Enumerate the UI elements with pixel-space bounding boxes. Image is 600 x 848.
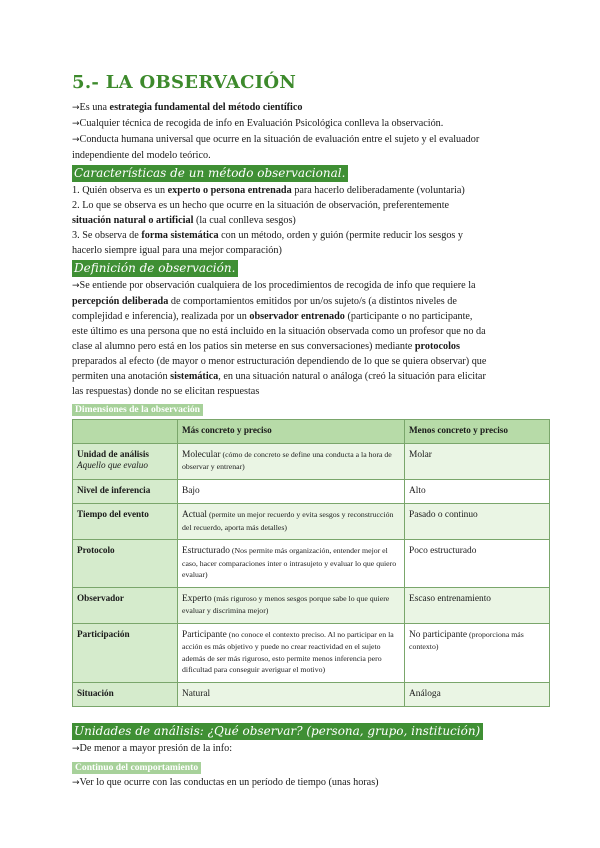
table-header-cell [73,420,178,444]
arrow-icon: → [72,119,80,129]
row-header-cell: Observador [73,587,178,623]
arrow-icon: → [72,281,80,291]
row-header-cell: Tiempo del evento [73,504,178,540]
section-heading-unidades: Unidades de análisis: ¿Qué observar? (persona, grupo, institución) [72,723,483,740]
dimensiones-label: Dimensiones de la observación [72,404,203,416]
table-header-cell: Menos concreto y preciso [405,420,550,444]
section-heading-definicion: Definición de observación. [72,260,238,277]
cell-more-precise: Experto (más riguroso y menos sesgos porque sabe lo que quiere evaluar y discrimina mejor) [178,587,405,623]
arrow-icon: → [72,778,80,788]
cell-more-precise: Molecular (cómo de concreto se define una conducta a la hora de observar y entrenar) [178,443,405,479]
definicion-line-1: →Se entiende por observación cualquiera de los procedimientos de recogida de info que requiere la [72,280,476,291]
cell-less-precise: No participante (proporciona más contexto) [405,623,550,682]
table-row [73,623,550,682]
table-row [73,682,550,707]
intro-line-2: →Cualquier técnica de recogida de info en Evaluación Psicológica conlleva la observación. [72,118,444,129]
definicion-line-2: percepción deliberada de comportamientos emitidos por un/os sujeto/s (a distintos niveles de [72,296,457,307]
table-row [73,504,550,540]
intro-line-3: →Conducta humana universal que ocurre en la situación de evaluación entre el sujeto y el evaluador [72,134,480,145]
row-header-cell: Protocolo [73,540,178,588]
definicion-line-4: este último es una persona que no está incluido en la situación observada como un profesor que no da [72,326,486,337]
intro-line-4: independiente del modelo teórico. [72,150,211,161]
arrow-icon: → [72,744,80,754]
cell-less-precise: Alto [405,479,550,504]
row-header-cell: Situación [73,682,178,707]
definicion-line-5: clase al alumno pero está en los patios sin meterse en sus conversaciones) mediante protocolos [72,341,460,352]
cell-less-precise: Poco estructurado [405,540,550,588]
cell-more-precise: Bajo [178,479,405,504]
page-title: 5.- LA OBSERVACIÓN [72,72,297,93]
caracteristicas-item-3b: hacerlo siempre igual para una mejor comparación) [72,245,282,256]
definicion-line-6: preparados al efecto (de mayor o menor estructuración dependiendo de lo que se quiera observar) que [72,356,487,367]
cell-more-precise: Actual (permite un mejor recuerdo y evita sesgos y reconstrucción del recuerdo, aporta más detalles) [178,504,405,540]
caracteristicas-item-2b: situación natural o artificial (la cual conlleva sesgos) [72,215,296,226]
table-row [73,587,550,623]
arrow-icon: → [72,103,80,113]
caracteristicas-item-1: 1. Quién observa es un experto o persona entrenada para hacerlo deliberadamente (voluntaria) [72,185,465,196]
cell-less-precise: Pasado o continuo [405,504,550,540]
table-row [73,479,550,504]
cell-more-precise: Estructurado (Nos permite más organización, entender mejor el caso, hacer comparaciones inter o intrasujeto y evaluar lo que quiero evaluar) [178,540,405,588]
cell-less-precise: Molar [405,443,550,479]
caracteristicas-item-3: 3. Se observa de forma sistemática con un método, orden y guión (permite reducir los sesgos y [72,230,464,241]
document-page [72,72,532,791]
table-header-cell: Más concreto y preciso [178,420,405,444]
unidades-line-1: →De menor a mayor presión de la info: [72,743,233,754]
row-header-cell: Nivel de inferencia [73,479,178,504]
dimensiones-table [72,419,550,707]
row-header-cell: Unidad de análisis Aquello que evaluo [73,443,178,479]
cell-more-precise: Natural [178,682,405,707]
section-heading-caracteristicas: Características de un método observacional. [72,165,348,182]
table-row [73,443,550,479]
cell-more-precise: Participante (no conoce el contexto preciso. Al no participar en la acción es más objetivo y puede no crear reactividad en el sujeto además de ser más riguroso, esto permite menos inferencia pero dificultad para conseguir averiguar el motivo) [178,623,405,682]
table-row [73,540,550,588]
unidades-line-2: →Ver lo que ocurre con las conductas en un período de tiempo (unas horas) [72,777,379,788]
cell-less-precise: Escaso entrenamiento [405,587,550,623]
row-header-cell: Participación [73,623,178,682]
intro-line-1: →Es una estrategia fundamental del método científico [72,102,303,113]
cell-less-precise: Análoga [405,682,550,707]
caracteristicas-item-2: 2. Lo que se observa es un hecho que ocurre en la situación de observación, preferentemente [72,200,450,211]
arrow-icon: → [72,135,80,145]
continuo-label: Continuo del comportamiento [72,762,201,774]
definicion-line-7: permiten una anotación sistemática, en una situación natural o análoga (creó la situación para elicitar [72,371,486,382]
definicion-line-8: las respuestas) donde no se elicitan respuestas [72,386,260,397]
table-header-row [73,420,550,444]
definicion-line-3: complejidad e inferencia), realizada por un observador entrenado (participante o no participante, [72,311,473,322]
